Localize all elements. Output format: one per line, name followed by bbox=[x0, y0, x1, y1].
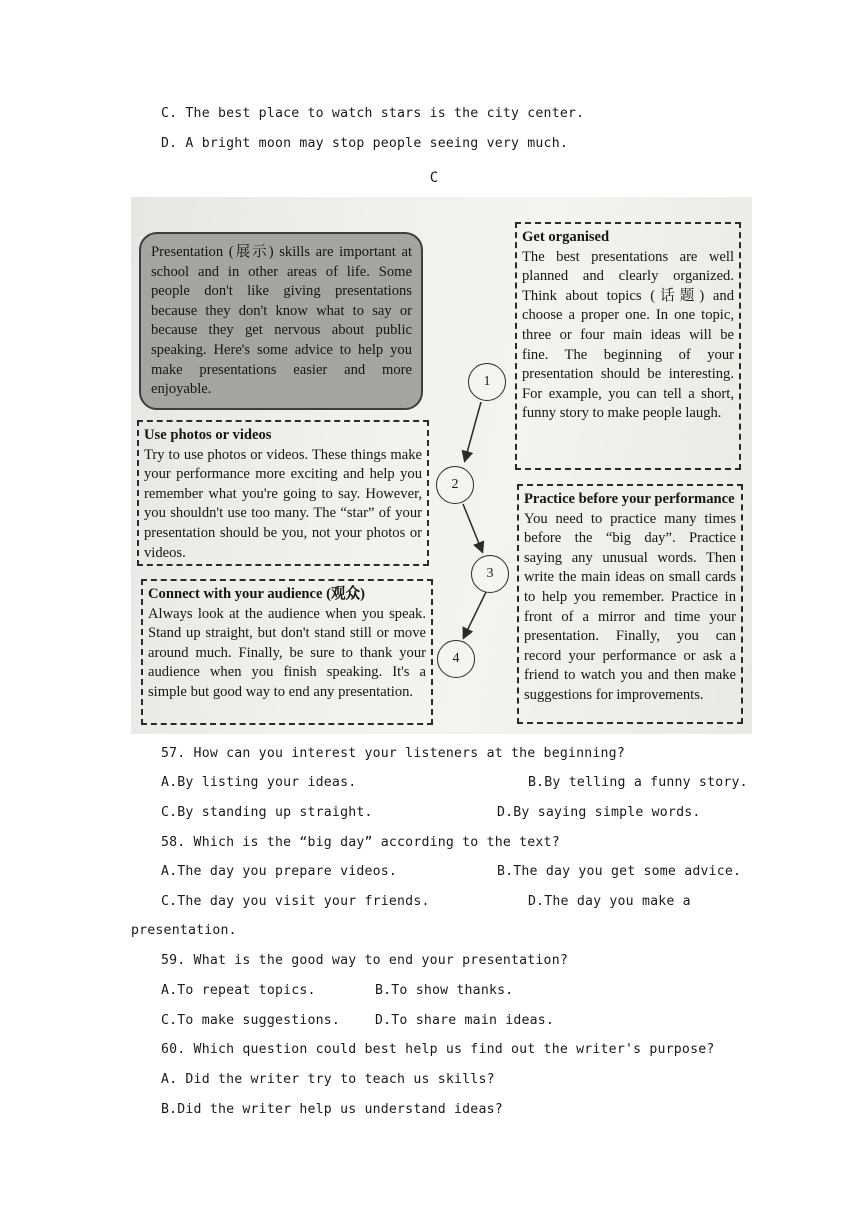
q58-option-c: C.The day you visit your friends. bbox=[161, 894, 430, 909]
get-organised-text: The best presentations are well planned and clearly organized. Think about topics (话题) and choose a proper one. In one topic, three or four main ideas will be fine. The beginning of your presentation should be interesting. For example, you can tell a short, funny story to make people laugh. bbox=[522, 248, 734, 422]
q59-option-b: B.To show thanks. bbox=[375, 983, 514, 998]
step-circle-1: 1 bbox=[468, 363, 506, 401]
q59-option-a: A.To repeat topics. bbox=[161, 983, 316, 998]
arrow-1-2 bbox=[465, 402, 481, 460]
q58-stem: 58. Which is the “big day” according to the text? bbox=[161, 835, 560, 850]
get-organised-title: Get organised bbox=[522, 229, 610, 245]
q57-option-a: A.By listing your ideas. bbox=[161, 775, 357, 790]
q60-option-b: B.Did the writer help us understand ideas? bbox=[161, 1102, 503, 1117]
q57-option-b: B.By telling a funny story. bbox=[528, 775, 748, 790]
q59-option-d: D.To share main ideas. bbox=[375, 1013, 555, 1028]
practice-title: Practice before your performance bbox=[524, 491, 735, 507]
step-circle-2: 2 bbox=[436, 466, 474, 504]
audience-title: Connect with your audience (观众) bbox=[148, 586, 366, 602]
step-circle-3: 3 bbox=[471, 555, 509, 593]
q57-stem: 57. How can you interest your listeners at the beginning? bbox=[161, 746, 625, 761]
use-photos-title: Use photos or videos bbox=[144, 427, 272, 443]
audience-text: Always look at the audience when you speak. Stand up straight, but don't stand still or move around much. Finally, be sure to thank your audience when you finish speaking. It's a simple but good way to end any presentation. bbox=[148, 605, 426, 700]
step-circle-4: 4 bbox=[437, 640, 475, 678]
q58-option-a: A.The day you prepare videos. bbox=[161, 864, 398, 879]
q58-option-d-cont: presentation. bbox=[131, 923, 237, 938]
q57-option-d: D.By saying simple words. bbox=[497, 805, 701, 820]
q59-stem: 59. What is the good way to end your presentation? bbox=[161, 953, 568, 968]
q58-option-d: D.The day you make a bbox=[528, 894, 691, 909]
arrow-3-4 bbox=[464, 592, 486, 637]
q60-stem: 60. Which question could best help us find out the writer's purpose? bbox=[161, 1042, 715, 1057]
section-label: C bbox=[429, 170, 439, 186]
prev-option-c: C. The best place to watch stars is the city center. bbox=[161, 106, 585, 121]
arrow-2-3 bbox=[463, 504, 482, 551]
q58-option-b: B.The day you get some advice. bbox=[497, 864, 742, 879]
q57-option-c: C.By standing up straight. bbox=[161, 805, 373, 820]
intro-text: Presentation (展示) skills are important at school and in other areas of life. Some people don't like giving presentations because they don't know what to say or because they get nervous about public speaking. Here's some advice to help you make presentations easier and more enjoyable. bbox=[151, 244, 412, 398]
q60-option-a: A. Did the writer try to teach us skills? bbox=[161, 1072, 495, 1087]
use-photos-text: Try to use photos or videos. These things make your performance more exciting and help you remember what you're going to say. However, you shouldn't use too many. The “star” of your presentation should be you, not your photos or videos. bbox=[144, 446, 422, 561]
prev-option-d: D. A bright moon may stop people seeing very much. bbox=[161, 136, 568, 151]
practice-text: You need to practice many times before the “big day”. Practice saying any unusual words. Then write the main ideas on small cards to help you remember. Practice in front of a mirror and time your presentation. Finally, you can record your performance or ask a friend to watch you and then make suggestions for improvements. bbox=[524, 510, 736, 703]
q59-option-c: C.To make suggestions. bbox=[161, 1013, 341, 1028]
reading-panel bbox=[131, 197, 752, 734]
